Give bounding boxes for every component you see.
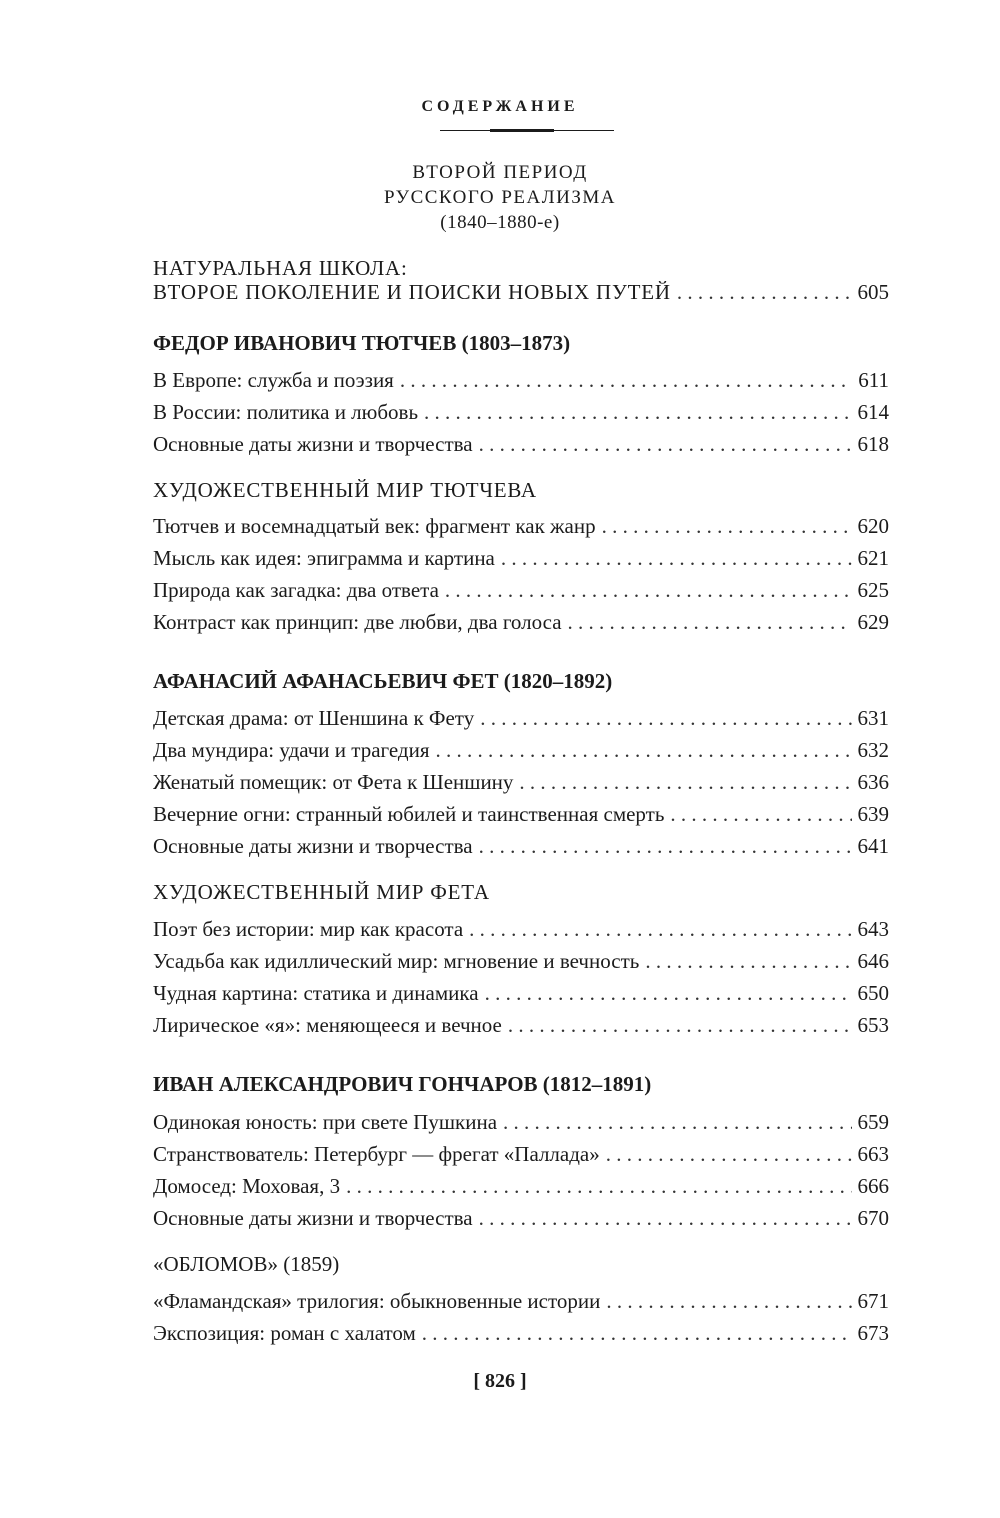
toc-entry-label: Природа как загадка: два ответа [153,578,439,602]
dot-leader [677,276,852,308]
toc-entry[interactable] [153,364,889,396]
toc-entry-label: Два мундира: удачи и трагедия [153,738,430,762]
toc-entry-page: 643 [857,917,889,941]
toc-entry[interactable] [153,1009,889,1041]
toc-entry-label: Чудная картина: статика и динамика [153,981,479,1005]
toc-entry[interactable] [153,574,889,606]
toc-entry-page: 670 [857,1206,889,1230]
toc-entry[interactable] [153,606,889,638]
toc-entry-label: Контраст как принцип: две любви, два голоса [153,610,562,634]
toc-entry-page: 659 [857,1110,889,1134]
toc-entry-label: В Европе: служба и поэзия [153,368,394,392]
toc-entry[interactable] [153,396,889,428]
period-line-2: РУССКОГО РЕАЛИЗМА [384,187,616,208]
toc-entry-label: ВТОРОЕ ПОКОЛЕНИЕ И ПОИСКИ НОВЫХ ПУТЕЙ [153,280,671,304]
period-line-1: ВТОРОЙ ПЕРИОД [412,162,588,183]
toc-entry-label: Основные даты жизни и творчества [153,432,473,456]
toc-entry-page: 611 [858,368,889,392]
dot-leader [479,428,852,460]
toc-entry[interactable] [153,542,889,574]
table-of-contents [153,0,889,1518]
toc-entry-label: Странствователь: Петербург — фрегат «Паллада» [153,1142,600,1166]
section-heading-tyutchev-world: ХУДОЖЕСТВЕННЫЙ МИР ТЮТЧЕВА [153,478,537,502]
toc-entry-page: 663 [857,1142,889,1166]
toc-entry[interactable] [153,830,889,862]
toc-entry[interactable] [153,913,889,945]
dot-leader [424,396,851,428]
toc-entry-page: 632 [857,738,889,762]
author-heading-goncharov: ИВАН АЛЕКСАНДРОВИЧ ГОНЧАРОВ (1812–1891) [153,1072,652,1096]
toc-entry-label: Основные даты жизни и творчества [153,834,473,858]
dot-leader [606,1138,852,1170]
toc-entry-label: Тютчев и восемнадцатый век: фрагмент как жанр [153,514,596,538]
toc-entry-page: 625 [857,578,889,602]
dot-leader [519,766,851,798]
toc-entry[interactable] [153,1106,889,1138]
toc-entry[interactable] [153,1285,889,1317]
toc-entry-label: Женатый помещик: от Фета к Шеншину [153,770,514,794]
toc-entry-page: 641 [857,834,889,858]
toc-entry-page: 620 [857,514,889,538]
author-heading-fet: АФАНАСИЙ АФАНАСЬЕВИЧ ФЕТ (1820–1892) [153,669,613,693]
dot-leader [436,734,852,766]
toc-entry-label: «Фламандская» трилогия: обыкновенные истории [153,1289,601,1313]
toc-entry-label: Вечерние огни: странный юбилей и таинственная смерть [153,802,665,826]
dot-leader [445,574,852,606]
toc-entry-page: 621 [857,546,889,570]
toc-entry-label: Мысль как идея: эпиграмма и картина [153,546,495,570]
toc-entry-label: Основные даты жизни и творчества [153,1206,473,1230]
toc-entry[interactable] [153,1202,889,1234]
section-heading-oblomov: «ОБЛОМОВ» (1859) [153,1252,340,1276]
dot-leader [479,1202,852,1234]
intro-heading-line-1: НАТУРАЛЬНАЯ ШКОЛА: [153,256,408,280]
toc-entry[interactable] [153,798,889,830]
toc-entry-page: 605 [857,280,889,304]
toc-entry-page: 629 [857,610,889,634]
dot-leader [400,364,852,396]
toc-entry-page: 650 [857,981,889,1005]
dot-leader [602,510,852,542]
toc-entry[interactable] [153,276,889,308]
toc-entry[interactable] [153,1317,889,1349]
toc-entry-page: 618 [857,432,889,456]
toc-entry-page: 671 [857,1289,889,1313]
toc-entry-page: 639 [857,802,889,826]
toc-entry[interactable] [153,1170,889,1202]
toc-entry-label: Детская драма: от Шеншина к Фету [153,706,475,730]
toc-entry[interactable] [153,734,889,766]
dot-leader [508,1009,852,1041]
toc-entry-page: 666 [857,1174,889,1198]
dot-leader [670,798,851,830]
dot-leader [645,945,851,977]
page-header-title: СОДЕРЖАНИЕ [421,98,579,115]
toc-entry-label: Домосед: Моховая, 3 [153,1174,341,1198]
toc-entry[interactable] [153,428,889,460]
page-number: [ 826 ] [473,1370,527,1392]
toc-entry[interactable] [153,510,889,542]
dot-leader [346,1170,851,1202]
toc-entry-label: В России: политика и любовь [153,400,419,424]
author-heading-tyutchev: ФЕДОР ИВАНОВИЧ ТЮТЧЕВ (1803–1873) [153,331,571,355]
dot-leader [485,977,852,1009]
dot-leader [503,1106,851,1138]
toc-entry-page: 673 [857,1321,889,1345]
dot-leader [568,606,852,638]
dot-leader [501,542,852,574]
toc-entry-page: 646 [857,949,889,973]
toc-entry-page: 631 [857,706,889,730]
dot-leader [469,913,851,945]
toc-entry-label: Одинокая юность: при свете Пушкина [153,1110,498,1134]
toc-entry-label: Лирическое «я»: меняющееся и вечное [153,1013,502,1037]
toc-entry-label: Поэт без истории: мир как красота [153,917,464,941]
toc-entry-page: 614 [857,400,889,424]
toc-entry-label: Экспозиция: роман с халатом [153,1321,416,1345]
toc-entry-page: 653 [857,1013,889,1037]
section-heading-fet-world: ХУДОЖЕСТВЕННЫЙ МИР ФЕТА [153,880,490,904]
toc-entry[interactable] [153,1138,889,1170]
dot-leader [479,830,852,862]
toc-entry[interactable] [153,702,889,734]
toc-entry-page: 636 [857,770,889,794]
toc-entry-label: Усадьба как идиллический мир: мгновение и вечность [153,949,640,973]
dot-leader [480,702,851,734]
dot-leader [606,1285,851,1317]
dot-leader [422,1317,852,1349]
toc-entry[interactable] [153,977,889,1009]
period-years: (1840–1880-е) [440,212,560,233]
toc-entry[interactable] [153,766,889,798]
toc-entry[interactable] [153,945,889,977]
